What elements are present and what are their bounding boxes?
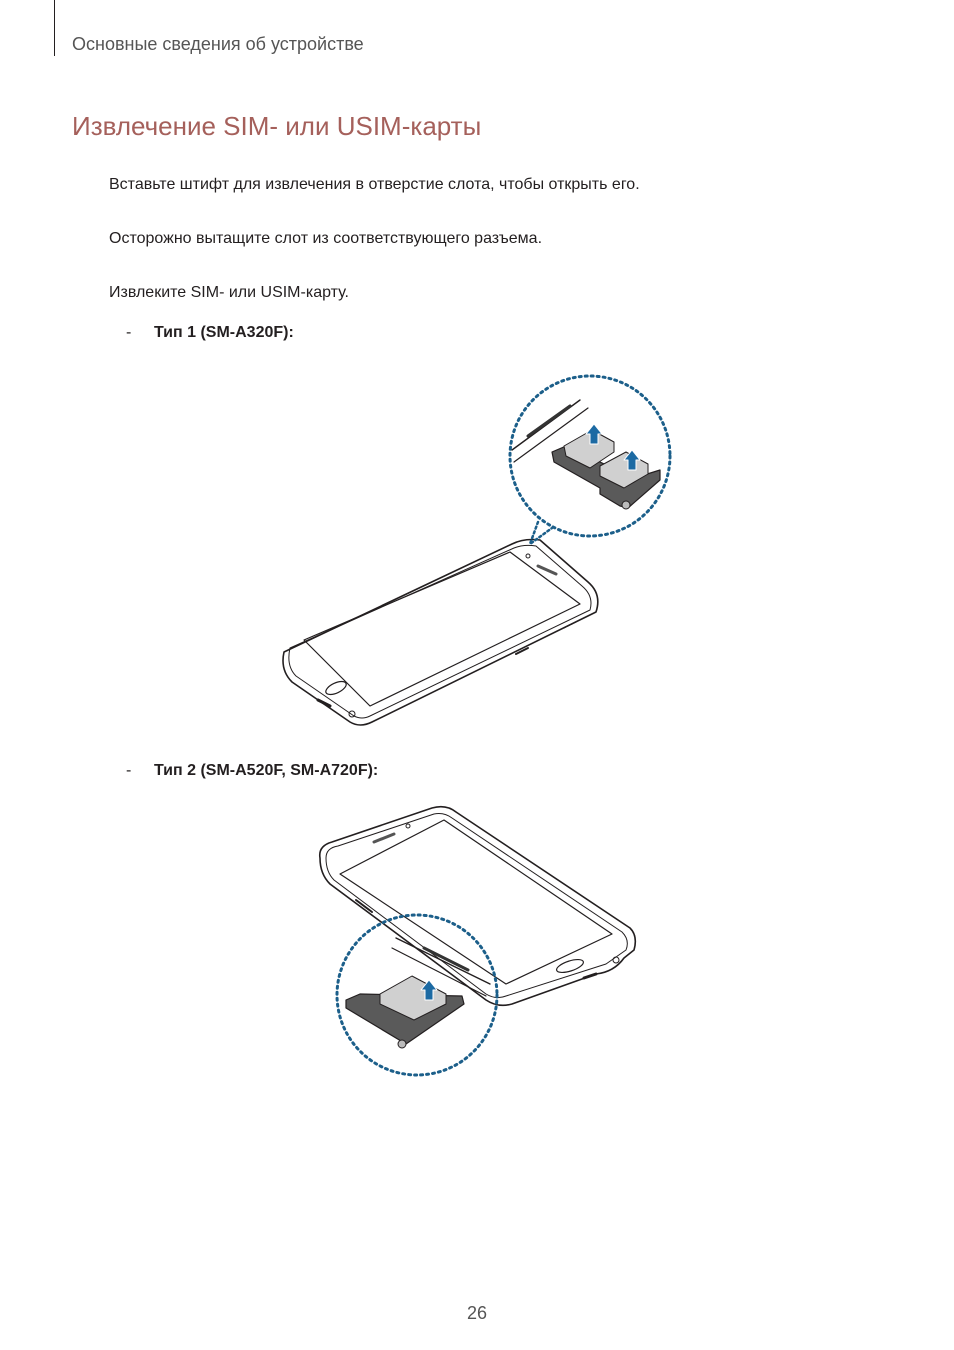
step-2: Осторожно вытащите слот из соответствующего разъема. (109, 230, 543, 247)
type-1-label: Тип 1 (SM-A320F): (154, 324, 294, 341)
figure-type-1 (283, 376, 670, 725)
page-title: Извлечение SIM- или USIM-карты (72, 111, 482, 141)
sim-tray-type-2 (346, 976, 464, 1048)
list-dash: - (126, 762, 132, 779)
step-3: Извлеките SIM- или USIM-карту. (109, 284, 349, 301)
step-1: Вставьте штифт для извлечения в отверстие слота, чтобы открыть его. (109, 176, 640, 193)
section-header: Основные сведения об устройстве (72, 34, 364, 54)
page-number: 26 (466, 1303, 488, 1323)
phone-type-2 (320, 807, 636, 1006)
figure-type-2 (320, 807, 636, 1075)
list-dash: - (126, 324, 132, 341)
type-2-label: Тип 2 (SM-A520F, SM-A720F): (154, 762, 379, 779)
phone-type-1 (283, 540, 598, 726)
sim-tray-type-1 (552, 430, 660, 509)
